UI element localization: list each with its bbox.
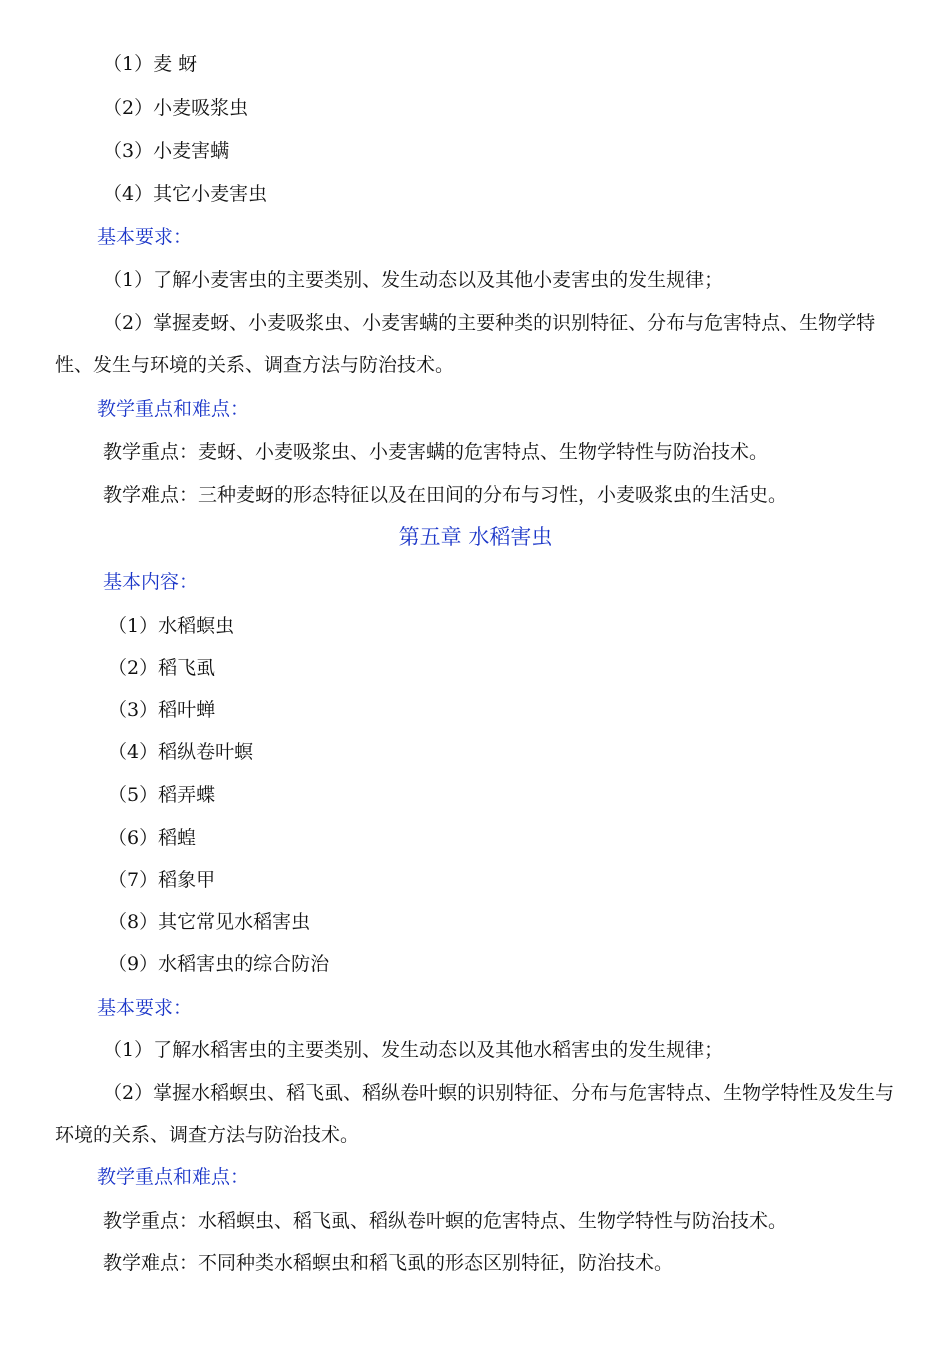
- requirement-2: （2）掌握水稻螟虫、稻飞虱、稻纵卷叶螟的识别特征、分布与危害特点、生物学特性及发生与环境的关系、调查方法与防治技术。: [55, 1082, 895, 1146]
- list-item: （2）小麦吸浆虫: [103, 97, 249, 119]
- list-item: （2）稻飞虱: [108, 657, 216, 679]
- teaching-key-point: 教学重点：麦蚜、小麦吸浆虫、小麦害螨的危害特点、生物学特性与防治技术。: [103, 441, 769, 463]
- requirements-heading: 基本要求：: [97, 997, 193, 1019]
- requirement-1: （1）了解水稻害虫的主要类别、发生动态以及其他水稻害虫的发生规律；: [103, 1039, 724, 1061]
- requirements-heading: 基本要求：: [97, 226, 193, 248]
- list-item: （1）水稻螟虫: [108, 615, 235, 637]
- list-item: （1）麦 蚜: [103, 53, 198, 75]
- requirement-2: （2）掌握麦蚜、小麦吸浆虫、小麦害螨的主要种类的识别特征、分布与危害特点、生物学特性、发生与环境的关系、调查方法与防治技术。: [55, 312, 876, 376]
- chapter-title: 第五章 水稻害虫: [398, 525, 553, 549]
- key-points-heading: 教学重点和难点：: [97, 398, 250, 420]
- list-item: （9）水稻害虫的综合防治: [108, 953, 330, 975]
- list-item: （6）稻蝗: [108, 827, 197, 849]
- teaching-difficulty: 教学难点：不同种类水稻螟虫和稻飞虱的形态区别特征，防治技术。: [103, 1252, 674, 1274]
- list-item: （5）稻弄蝶: [108, 784, 216, 806]
- list-item: （3）小麦害螨: [103, 140, 230, 162]
- key-points-heading: 教学重点和难点：: [97, 1166, 250, 1188]
- content-heading: 基本内容：: [103, 571, 199, 593]
- teaching-key-point: 教学重点：水稻螟虫、稻飞虱、稻纵卷叶螟的危害特点、生物学特性与防治技术。: [103, 1210, 788, 1232]
- list-item: （4）稻纵卷叶螟: [108, 741, 254, 763]
- teaching-difficulty: 教学难点：三种麦蚜的形态特征以及在田间的分布与习性，小麦吸浆虫的生活史。: [103, 484, 788, 506]
- list-item: （8）其它常见水稻害虫: [108, 911, 311, 933]
- requirement-1: （1）了解小麦害虫的主要类别、发生动态以及其他小麦害虫的发生规律；: [103, 269, 724, 291]
- list-item: （4）其它小麦害虫: [103, 183, 268, 205]
- list-item: （7）稻象甲: [108, 869, 216, 891]
- list-item: （3）稻叶蝉: [108, 699, 216, 721]
